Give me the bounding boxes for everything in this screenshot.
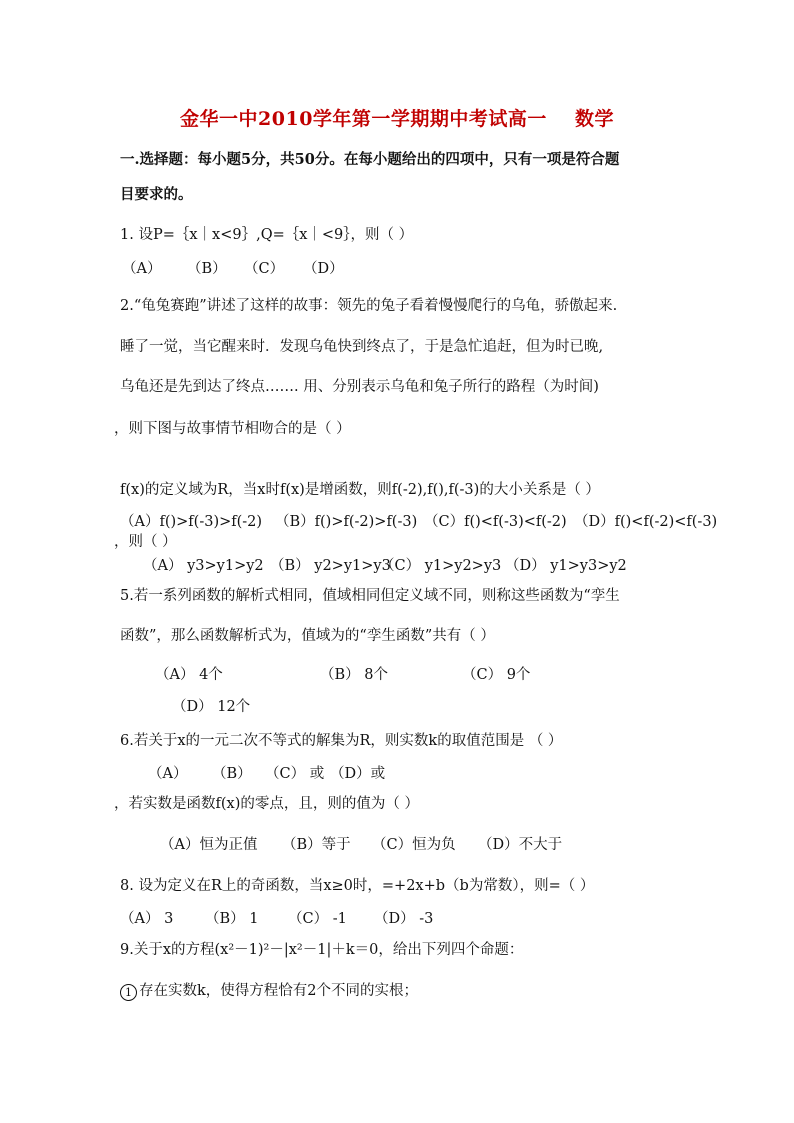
exam-title-subject: 数学	[574, 108, 614, 130]
question-8-text: 8. 设为定义在R上的奇函数，当x≥0时，=+2x+b（b为常数），则=（ ）	[120, 878, 595, 894]
q6-option-b: （B）	[212, 766, 252, 782]
q6-option-d: （D）或	[330, 766, 386, 782]
q3-option-d: （D）f()<f(-2)<f(-3)	[574, 514, 718, 530]
q7-option-a: （A）恒为正值	[160, 837, 258, 853]
q1-option-c: （C）	[244, 261, 285, 277]
q4-option-c: （C） y1>y2>y3	[380, 558, 502, 574]
exam-title-main: 金华一中2010学年第一学期期中考试高一	[180, 108, 547, 130]
question-9-item-1	[120, 981, 418, 1001]
question-2-line-3: 乌龟还是先到达了终点……. 用、分别表示乌龟和兔子所行的路程（为时间)	[120, 379, 599, 395]
q7-option-d: （D）不大于	[478, 837, 563, 853]
q3-option-b: （B）f()>f(-2)>f(-3)	[275, 514, 418, 530]
q1-option-b: （B）	[187, 261, 227, 277]
question-5-line-1: 5.若一系列函数的解析式相同，值域相同但定义域不同，则称这些函数为“孪生	[120, 588, 620, 604]
q3-option-a: （A）f()>f(-3)>f(-2)	[120, 514, 263, 530]
q5-option-c: （C） 9个	[462, 667, 531, 683]
question-6-text: 6.若关于x的一元二次不等式的解集为R，则实数k的取值范围是 （ ）	[120, 733, 563, 749]
q7-option-b: （B）等于	[282, 837, 351, 853]
q7-option-c: （C）恒为负	[372, 837, 456, 853]
q1-option-a: （A）	[122, 261, 162, 277]
q8-option-d: （D） -3	[374, 911, 434, 927]
q8-option-b: （B） 1	[205, 911, 259, 927]
q8-option-c: （C） -1	[288, 911, 347, 927]
question-9-text: 9.关于x的方程(x²－1)²－|x²－1|＋k＝0，给出下列四个命题：	[120, 942, 524, 958]
exam-title	[0, 104, 794, 131]
q4-option-b: （B） y2>y1>y3	[270, 558, 391, 574]
question-5-line-2: 函数”，那么函数解析式为，值域为的“孪生函数”共有（ ）	[120, 628, 495, 644]
section-heading-line-1: 一.选择题：每小题5分，共50分。在每小题给出的四项中，只有一项是符合题	[120, 151, 620, 168]
q5-option-a: （A） 4个	[155, 667, 223, 683]
q5-option-d: （D） 12个	[172, 699, 251, 715]
question-9-item-1-text: 存在实数k，使得方程恰有2个不同的实根；	[139, 983, 419, 999]
question-2-line-4: ，则下图与故事情节相吻合的是（ ）	[114, 421, 351, 437]
question-1-text: 1. 设P=｛x｜x<9｝,Q=｛x｜<9｝，则（ ）	[120, 227, 414, 243]
question-2-line-1: 2.“龟兔赛跑”讲述了这样的故事：领先的兔子看着慢慢爬行的乌龟，骄傲起来.	[120, 298, 618, 314]
circled-number-marker: 1	[120, 984, 137, 1001]
question-2-line-2: 睡了一觉，当它醒来时．发现乌龟快到终点了，于是急忙追赶，但为时已晚,	[120, 339, 604, 355]
q6-option-c: （C） 或	[265, 766, 325, 782]
q4-option-d: （D） y1>y3>y2	[505, 558, 627, 574]
q1-option-d: （D）	[303, 261, 344, 277]
q3-option-c: （C）f()<f(-3)<f(-2)	[424, 514, 567, 530]
q8-option-a: （A） 3	[120, 911, 174, 927]
question-3-text: f(x)的定义域为R，当x时f(x)是增函数，则f(-2),f(),f(-3)的大小关系是（ ）	[120, 482, 600, 498]
question-4-text: ，则（ ）	[114, 534, 177, 550]
section-heading-line-2: 目要求的。	[120, 186, 193, 203]
q6-option-a: （A）	[148, 766, 188, 782]
q4-option-a: （A） y3>y1>y2	[143, 558, 264, 574]
q5-option-b: （B） 8个	[320, 667, 388, 683]
question-7-text: ，若实数是函数f(x)的零点，且，则的值为（ ）	[114, 796, 419, 812]
